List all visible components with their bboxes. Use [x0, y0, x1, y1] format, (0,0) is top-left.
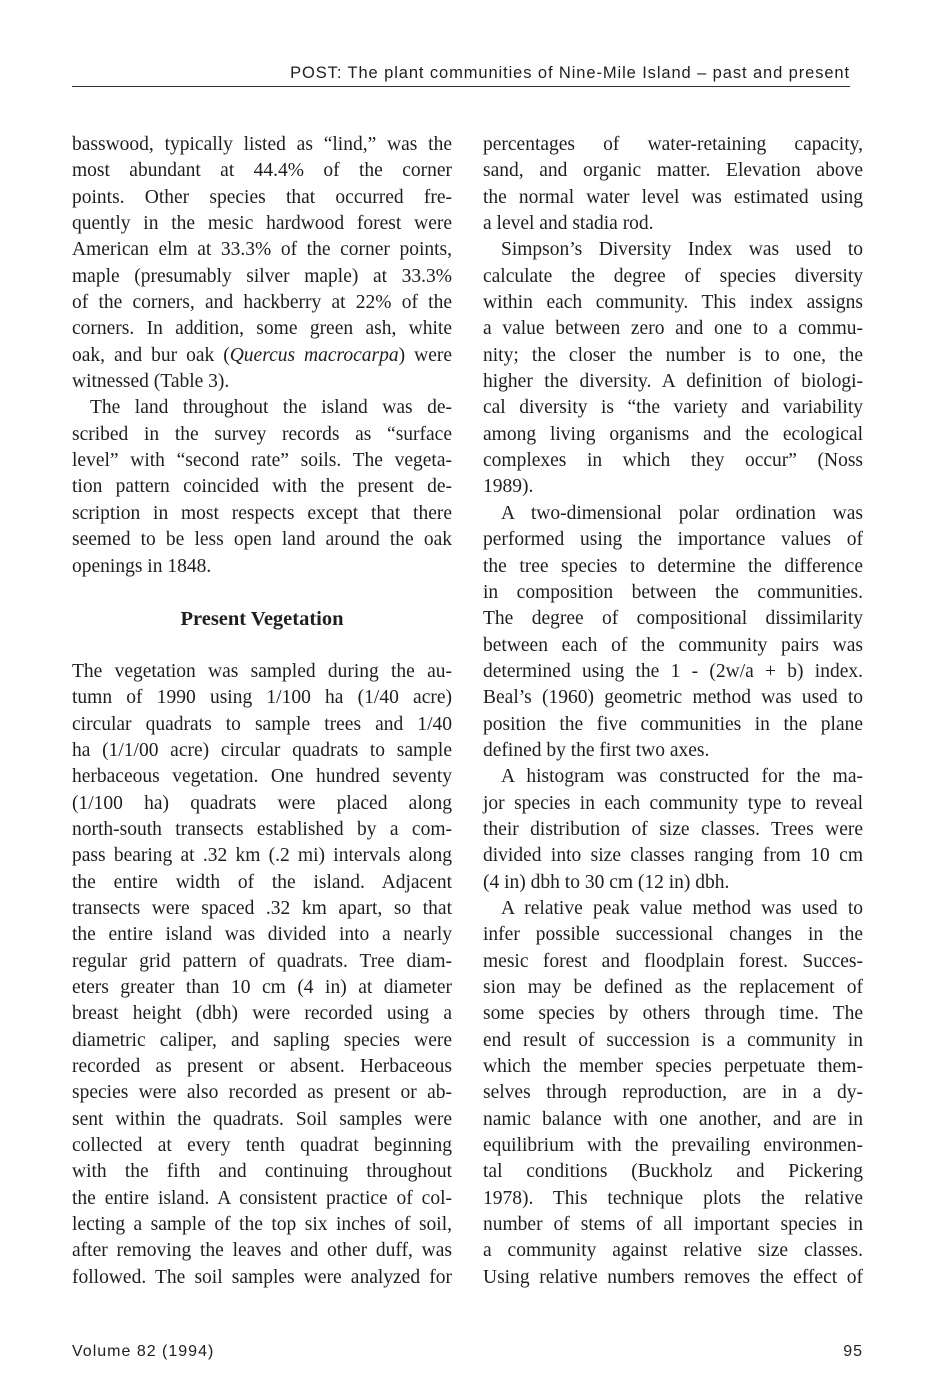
text-line: level” with “second rate” soils. The vegeta- [72, 450, 452, 472]
section-heading: Present Vegetation [180, 608, 344, 631]
text-line: mesic forest and floodplain forest. Succes- [483, 950, 863, 972]
text-line: The land throughout the island was de- [90, 397, 452, 419]
text-line: performed using the importance values of [483, 529, 863, 551]
text-line: (1/100 ha) quadrats were placed along [72, 792, 452, 814]
text-line: calculate the degree of species diversity [483, 265, 863, 287]
running-head: POST: The plant communities of Nine-Mile Island – past and present [72, 60, 850, 87]
text-line: after removing the leaves and other duff, was [72, 1240, 452, 1262]
text-line: determined using the 1 - (2w/a + b) index. [483, 660, 863, 682]
paragraph [72, 659, 452, 1291]
text-line: some species by others through time. The [483, 1003, 863, 1025]
text-line: the normal water level was estimated using [483, 186, 863, 208]
text-line: followed. The soil samples were analyzed for [72, 1266, 452, 1288]
text-line: sand, and organic matter. Elevation above [483, 160, 863, 182]
species-name: Quercus macrocarpa [229, 344, 399, 366]
text-line: a level and stadia rod. [483, 213, 654, 235]
text-line: a value between zero and one to a commu- [483, 318, 863, 340]
text-line: 1978). This technique plots the relative [483, 1187, 863, 1209]
text-line: nity; the closer the number is to one, the [483, 344, 863, 366]
text-line: A two-dimensional polar ordination was [501, 502, 863, 524]
blank-line [72, 580, 452, 606]
text-line: The degree of compositional dissimilarity [483, 608, 863, 630]
text-line: A relative peak value method was used to [501, 897, 863, 919]
text-line: sion may be defined as the replacement of [483, 977, 863, 998]
text-line: circular quadrats to sample trees and 1/40 [72, 713, 452, 735]
text-line: ha (1/1/00 acre) circular quadrats to sample [72, 739, 452, 761]
text-line: American elm at 33.3% of the corner points, [72, 239, 452, 261]
text-line: maple (presumably silver maple) at 33.3% [72, 265, 452, 287]
text-line: species were also recorded as present or ab- [72, 1082, 452, 1104]
text-line: between each of the community pairs was [483, 634, 863, 656]
text-line: jor species in each community type to reveal [483, 792, 863, 814]
text-line: namic balance with one another, and are in [483, 1108, 863, 1130]
text-line: recorded as present or absent. Herbaceous [72, 1056, 452, 1078]
text-line: the entire island was divided into a nearly [72, 924, 452, 946]
text-line: sent within the quadrats. Soil samples were [72, 1108, 452, 1130]
text-line: equilibrium with the prevailing environmen- [483, 1135, 863, 1157]
text-line: Simpson’s Diversity Index was used to [501, 239, 863, 261]
paragraph [483, 237, 863, 500]
text-line: tal conditions (Buckholz and Pickering [483, 1161, 863, 1183]
text-line: seemed to be less open land around the oak [72, 529, 452, 551]
text-line: defined by the first two axes. [483, 739, 710, 761]
text-line: cal diversity is “the variety and variability [483, 397, 863, 419]
text-line: within each community. This index assigns [483, 292, 863, 314]
text-line: position the five communities in the plane [483, 713, 863, 735]
text-line: 1989). [483, 476, 534, 498]
text-line: which the member species perpetuate them- [483, 1056, 863, 1078]
text-line: Using relative numbers removes the effect of [483, 1266, 863, 1288]
text-line: diametric caliper, and sapling species were [72, 1029, 452, 1051]
text-line: percentages of water-retaining capacity, [483, 134, 863, 155]
text-line: eters greater than 10 cm (4 in) at diameter [72, 977, 452, 998]
text-line: with the fifth and continuing throughout [72, 1161, 452, 1183]
text-line: points. Other species that occurred fre- [72, 186, 452, 208]
text-line: lecting a sample of the top six inches of soil, [72, 1214, 452, 1236]
text-line: Beal’s (1960) geometric method was used to [483, 687, 863, 709]
text-line: tion pattern coincided with the present de- [72, 476, 452, 498]
page-number: 95 [843, 1343, 863, 1360]
text-line: most abundant at 44.4% of the corner [72, 160, 452, 182]
text-line: pass bearing at .32 km (.2 mi) intervals along [72, 845, 452, 867]
text-line: quently in the mesic hardwood forest were [72, 213, 452, 235]
left-column [72, 132, 452, 1291]
text-line: herbaceous vegetation. One hundred seventy [72, 766, 452, 788]
text-line: complexes in which they occur” (Noss [483, 450, 863, 472]
paragraph [483, 501, 863, 764]
paragraph [72, 395, 452, 579]
right-column [483, 132, 863, 1291]
text-line: among living organisms and the ecological [483, 423, 863, 445]
paragraph [483, 896, 863, 1291]
text-line: their distribution of size classes. Trees were [483, 818, 863, 840]
text-line: tumn of 1990 using 1/100 ha (1/40 acre) [72, 687, 452, 709]
text-line: of the corners, and hackberry at 22% of the [72, 292, 452, 314]
text-segment: ) were [398, 344, 452, 366]
blank-line [72, 633, 452, 659]
text-line: divided into size classes ranging from 10 cm [483, 845, 863, 867]
text-line: the entire width of the island. Adjacent [72, 871, 452, 893]
text-line: selves through reproduction, are in a dy- [483, 1082, 863, 1104]
paragraph [483, 764, 863, 896]
text-line: number of stems of all important species in [483, 1214, 863, 1236]
text-line: in composition between the communities. [483, 581, 863, 603]
paragraph [483, 132, 863, 237]
text-line [72, 343, 452, 369]
text-line: A histogram was constructed for the ma- [501, 766, 863, 788]
text-line: corners. In addition, some green ash, white [72, 318, 452, 340]
text-line: scribed in the survey records as “surface [72, 423, 452, 445]
text-line: scription in most respects except that there [72, 502, 452, 524]
footer-volume: Volume 82 (1994) [72, 1343, 215, 1360]
text-line: end result of succession is a community in [483, 1029, 863, 1051]
text-line: north-south transects established by a com- [72, 818, 452, 840]
text-line: openings in 1848. [72, 555, 212, 577]
text-line: infer possible successional changes in the [483, 924, 863, 946]
text-line: the entire island. A consistent practice of col- [72, 1187, 452, 1209]
text-line: collected at every tenth quadrat beginning [72, 1135, 452, 1157]
text-line: transects were spaced .32 km apart, so that [72, 897, 452, 919]
text-line: a community against relative size classes. [483, 1240, 863, 1262]
text-line: regular grid pattern of quadrats. Tree diam- [72, 950, 452, 972]
paragraph [72, 132, 452, 395]
text-line: The vegetation was sampled during the au- [72, 660, 452, 682]
text-line: higher the diversity. A definition of biologi- [483, 371, 863, 393]
text-line: the tree species to determine the difference [483, 555, 863, 577]
text-segment: oak, and bur oak ( [72, 344, 230, 366]
text-line: basswood, typically listed as “lind,” was the [72, 134, 452, 155]
text-line: (4 in) dbh to 30 cm (12 in) dbh. [483, 871, 730, 893]
text-line: witnessed (Table 3). [72, 371, 230, 393]
text-line: breast height (dbh) were recorded using a [72, 1003, 452, 1025]
